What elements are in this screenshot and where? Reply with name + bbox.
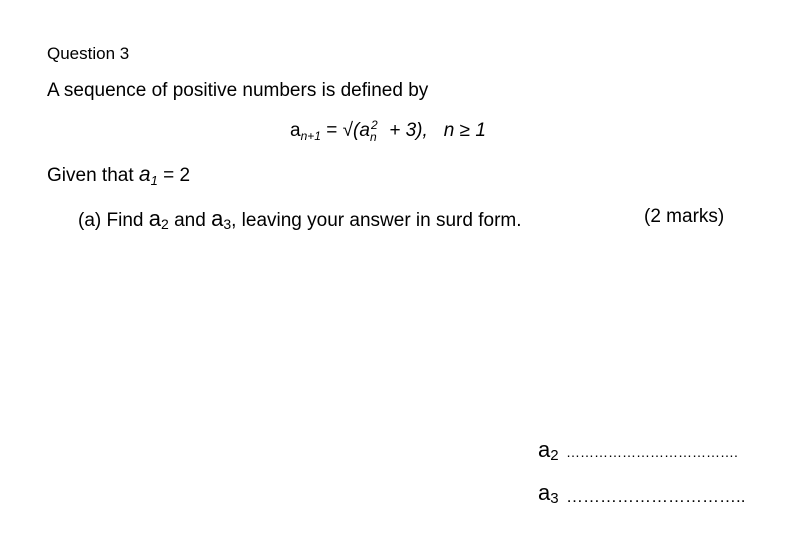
answer-a2-line[interactable]: ………………………………. (566, 444, 738, 460)
recurrence-formula (290, 119, 486, 143)
part-a-var2: a (211, 206, 224, 231)
answer-a2-var: a (538, 437, 551, 462)
formula-condition: n ≥ 1 (443, 120, 486, 142)
formula-lhs-var: a (290, 120, 301, 142)
part-a-sub2: 3 (223, 216, 232, 232)
answer-a2-label (538, 437, 559, 464)
given-sub: 1 (150, 173, 158, 188)
given-var: a (138, 163, 151, 186)
part-a-marks: (2 marks) (644, 206, 725, 227)
answer-a3-sub: 3 (550, 490, 559, 507)
answer-a3-label (538, 480, 559, 507)
answer-a3-var: a (538, 480, 551, 505)
given-statement (47, 163, 190, 188)
given-value: = 2 (157, 165, 191, 186)
answer-a3-line[interactable]: ………………………….. (566, 487, 746, 506)
part-a-sub1: 2 (161, 216, 169, 232)
formula-sqrt-open: √( (342, 120, 360, 142)
formula-equals: = (326, 120, 338, 142)
part-a-rest: , leaving your answer in surd form. (231, 210, 522, 231)
given-text: Given that (47, 165, 139, 186)
formula-plus-const: + 3), (383, 120, 428, 142)
part-a-var1: a (148, 206, 161, 231)
formula-term-sup: 2 (370, 118, 378, 132)
formula-term-var: a (359, 120, 370, 142)
question-heading: Question 3 (47, 44, 130, 63)
formula-term-supsub (370, 119, 382, 143)
part-a-label: (a) Find (78, 210, 149, 231)
part-a-instruction (78, 206, 522, 232)
part-a-mid: and (168, 210, 212, 231)
formula-term-sub: n (369, 130, 377, 144)
question-intro: A sequence of positive numbers is defined by (47, 80, 429, 101)
answer-a2-sub: 2 (550, 447, 559, 464)
formula-lhs-sub: n+1 (300, 129, 321, 144)
